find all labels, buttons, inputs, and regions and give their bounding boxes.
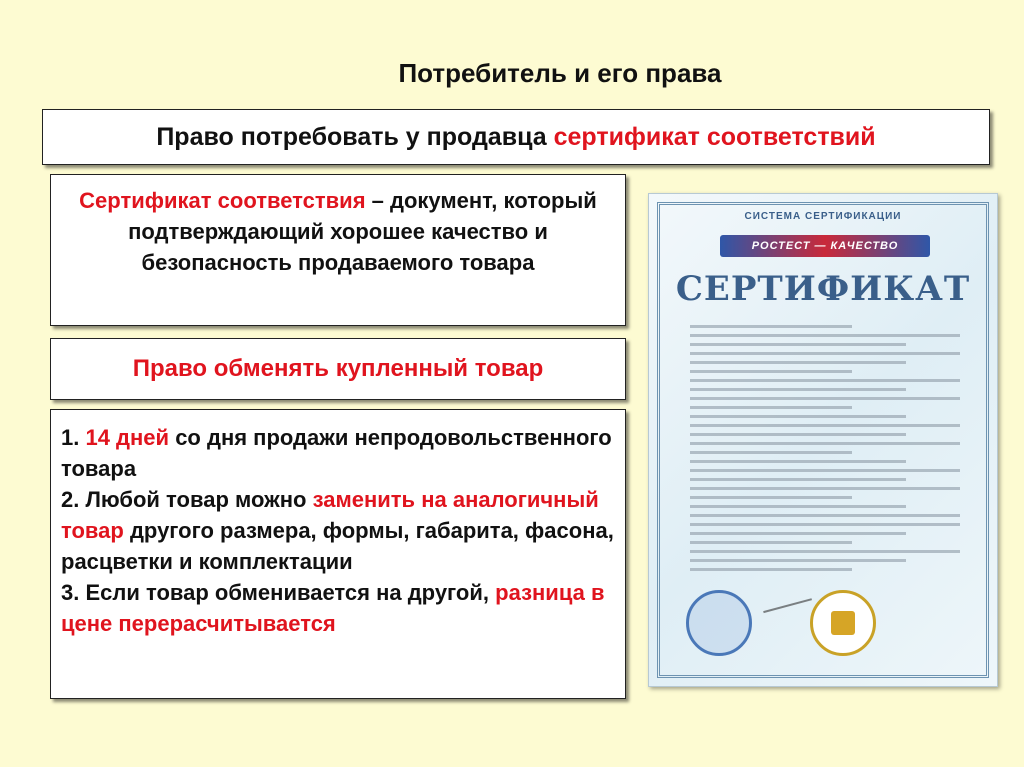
exchange-rules-box [50, 409, 626, 699]
right-certificate-text: Право потребовать у продавца [156, 123, 554, 151]
certificate-image [648, 193, 998, 687]
rule-item-2: 2. Любой товар можно заменить на аналогичный товар другого размера, формы, габарита, фасона, расцветки и комплектации [61, 487, 614, 574]
right-certificate-highlight: сертификат соответствий [553, 123, 876, 151]
rule-item-3: 3. Если товар обменивается на другой, разница в цене перерасчитывается [61, 580, 605, 636]
certificate-definition: – документ, который подтверждающий хорошее качество и безопасность продаваемого товара [128, 188, 597, 275]
certificate-term: Сертификат соответствия [79, 188, 366, 213]
rule-item-1: 1. 14 дней со дня продажи непродовольственного товара [61, 425, 612, 481]
certificate-frame [657, 202, 989, 678]
slide-title: Потребитель и его права [398, 58, 722, 88]
right-certificate-box [42, 109, 990, 165]
signature-icon [758, 579, 812, 613]
gold-seal-icon [810, 590, 876, 656]
certificate-heading: СЕРТИФИКАТ [675, 269, 971, 309]
exchange-right-text: Право обменять купленный товар [132, 355, 544, 382]
certificate-text-lines [690, 325, 960, 577]
blue-stamp-icon [686, 590, 752, 656]
certificate-definition-box [50, 174, 626, 326]
exchange-right-box [50, 338, 626, 400]
certificate-system-label: СИСТЕМА СЕРТИФИКАЦИИ [744, 211, 902, 222]
rostest-logo: РОСТЕСТ — КАЧЕСТВО [720, 235, 930, 257]
